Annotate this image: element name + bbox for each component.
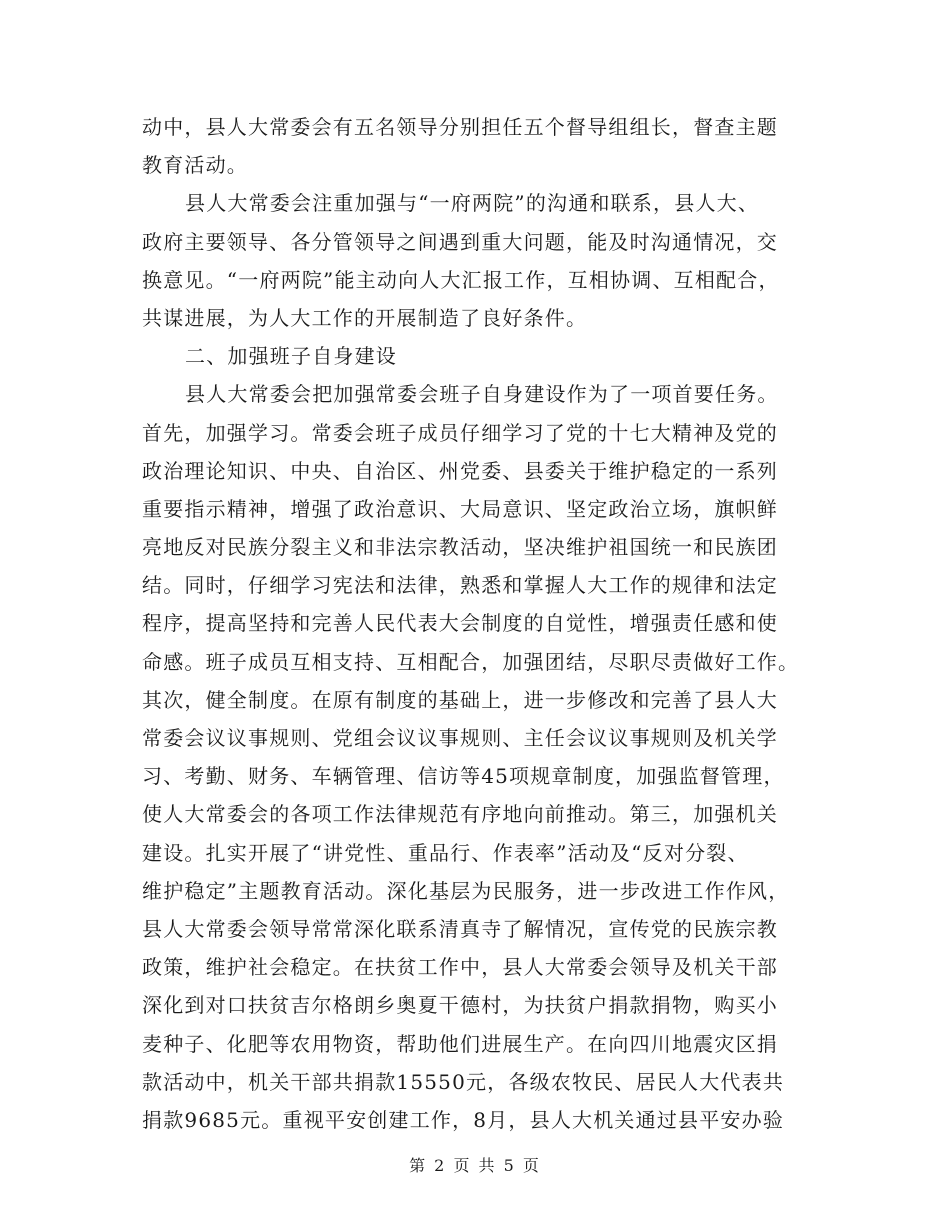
text-line: 县人大常委会领导常常深化联系清真寺了解情况，宣传党的民族宗教 <box>142 916 778 941</box>
text-line: 政治理论知识、中央、自治区、州党委、县委关于维护稳定的一系列 <box>142 458 778 483</box>
text-line: 其次，健全制度。在原有制度的基础上，进一步修改和完善了县人大 <box>142 687 778 712</box>
text-line: 县人大常委会把加强常委会班子自身建设作为了一项首要任务。 <box>185 382 779 407</box>
text-line: 深化到对口扶贫吉尔格朗乡奥夏干德村，为扶贫户捐款捐物，购买小 <box>142 993 778 1018</box>
text-line: 亮地反对民族分裂主义和非法宗教活动，坚决维护祖国统一和民族团 <box>142 535 778 560</box>
text-line: 捐款9685元。重视平安创建工作，8月，县人大机关通过县平安办验 <box>142 1107 785 1132</box>
text-line: 维护稳定”主题教育活动。深化基层为民服务，进一步改进工作作风， <box>142 878 790 903</box>
text-line: 政府主要领导、各分管领导之间遇到重大问题，能及时沟通情况，交 <box>142 229 778 254</box>
text-line: 命感。班子成员互相支持、互相配合，加强团结，尽职尽责做好工作。 <box>142 649 800 674</box>
text-line: 款活动中，机关干部共捐款15550元，各级农牧民、居民人大代表共 <box>142 1069 785 1094</box>
text-line: 首先，加强学习。常委会班子成员仔细学习了党的十七大精神及党的 <box>142 420 778 445</box>
text-line: 动中，县人大常委会有五名领导分别担任五个督导组组长，督查主题 <box>142 115 778 139</box>
text-line: 共谋进展，为人大工作的开展制造了良好条件。 <box>142 305 588 330</box>
text-line: 习、考勤、财务、车辆管理、信访等45项规章制度，加强监督管理， <box>142 764 785 789</box>
text-line: 程序，提高坚持和完善人民代表大会制度的自觉性，增强责任感和使 <box>142 611 778 636</box>
text-line: 麦种子、化肥等农用物资，帮助他们进展生产。在向四川地震灾区捐 <box>142 1031 778 1056</box>
text-line: 二、加强班子自身建设 <box>185 344 397 369</box>
text-line: 教育活动。 <box>142 153 248 178</box>
text-line: 结。同时，仔细学习宪法和法律，熟悉和掌握人大工作的规律和法定 <box>142 573 778 598</box>
document-body <box>142 108 810 1139</box>
text-line: 建设。扎实开展了“讲党性、重品行、作表率”活动及“反对分裂、 <box>142 840 749 865</box>
text-line: 使人大常委会的各项工作法律规范有序地向前推动。第三，加强机关 <box>142 802 778 827</box>
text-line: 换意见。“一府两院”能主动向人大汇报工作，互相协调、互相配合， <box>142 267 780 292</box>
text-line: 政策，维护社会稳定。在扶贫工作中，县人大常委会领导及机关干部 <box>142 955 778 980</box>
text-line: 县人大常委会注重加强与“一府两院”的沟通和联系，县人大、 <box>185 191 760 216</box>
text-line: 常委会议议事规则、党组会议议事规则、主任会议议事规则及机关学 <box>142 726 778 750</box>
text-line: 重要指示精神，增强了政治意识、大局意识、坚定政治立场，旗帜鲜 <box>142 496 778 521</box>
page-footer: 第 2 页 共 5 页 <box>409 1156 541 1175</box>
